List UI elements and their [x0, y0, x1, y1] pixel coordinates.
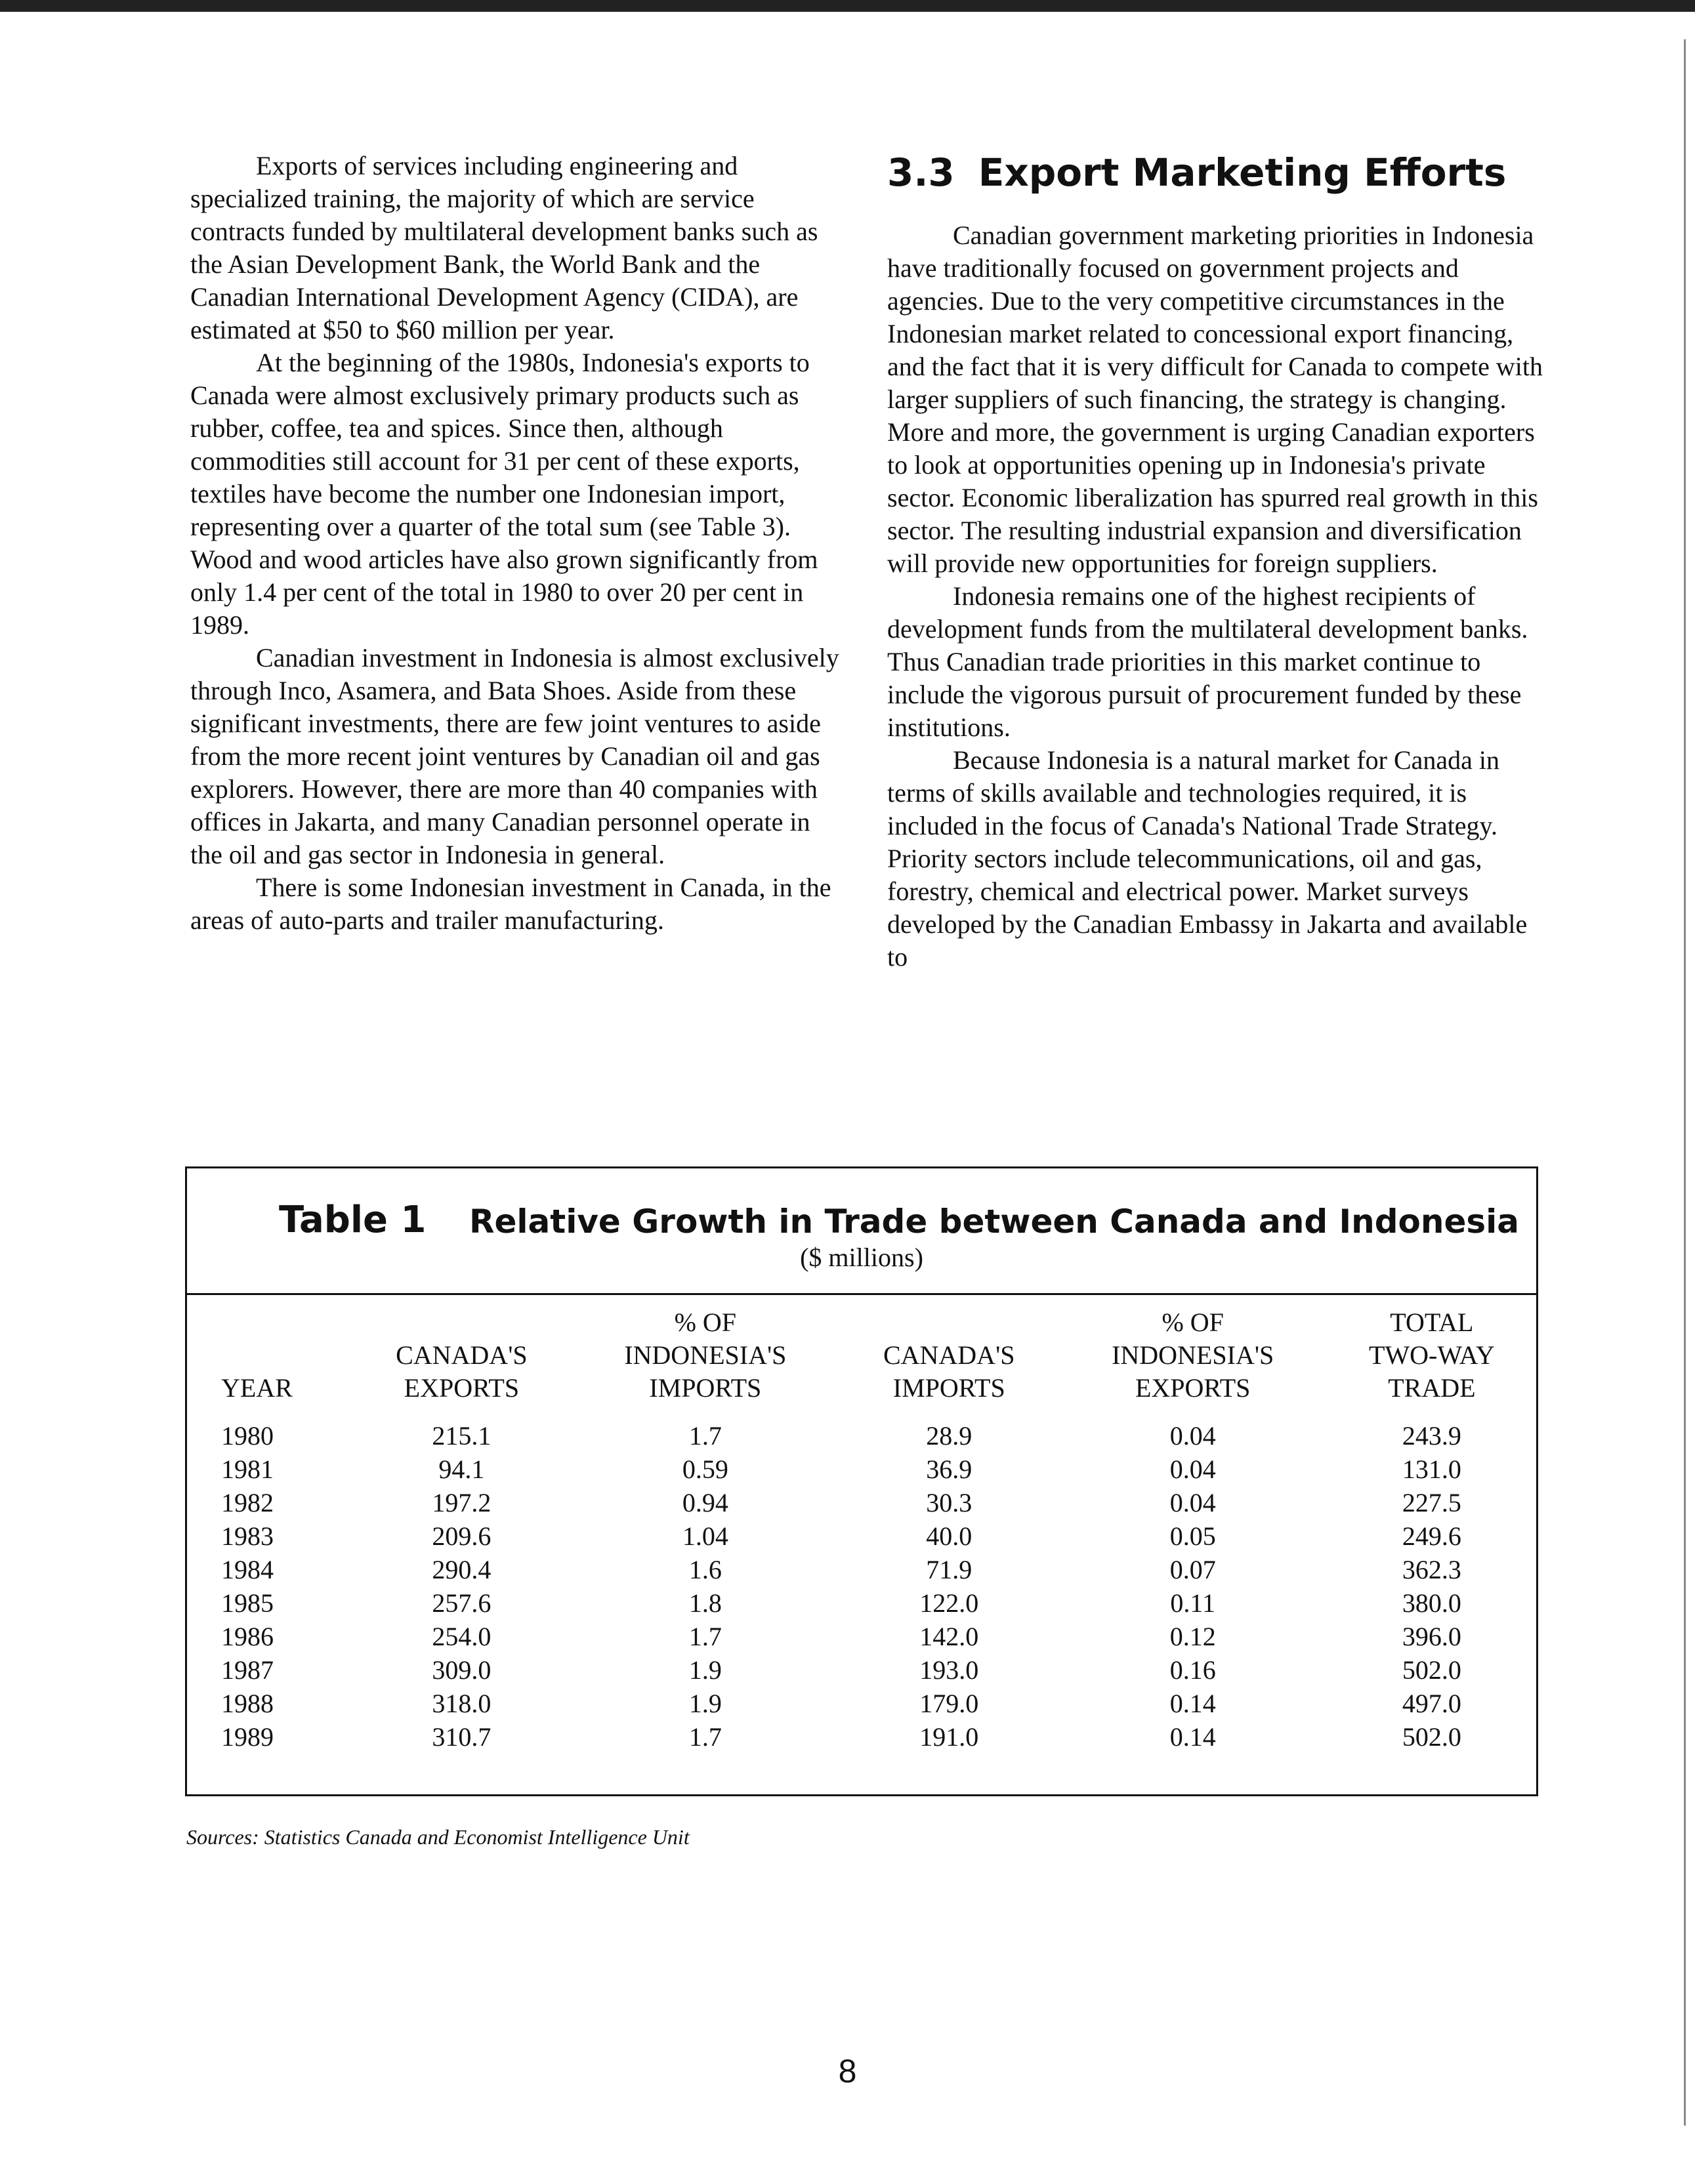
- table-row: [187, 1620, 1536, 1653]
- column-header: [352, 1306, 571, 1419]
- column-header: [187, 1306, 352, 1419]
- column-header-line: CANADA'S: [883, 1340, 1015, 1370]
- table-cell: 191.0: [919, 1722, 979, 1752]
- table-row: [187, 1519, 1536, 1553]
- table-label: Table 1: [279, 1199, 427, 1241]
- column-header-line: TOTAL: [1390, 1308, 1474, 1337]
- table-cell: 1.04: [682, 1521, 728, 1551]
- table-cell: 1.9: [688, 1689, 722, 1718]
- paragraph: Because Indonesia is a natural market for Canada in terms of skills available and technologies required, it is included in the focus of Canada's National Trade Strategy. Priority sectors include telecommunications, oil and gas, forestry, chemical and electrical power. Market surveys developed by the Canadian Embassy in Jakarta and available to: [887, 745, 1528, 972]
- table-cell: 1.7: [688, 1421, 722, 1451]
- table-cell: 257.6: [432, 1588, 492, 1618]
- table-cell: 209.6: [432, 1521, 492, 1551]
- column-header-line: % OF: [1161, 1308, 1224, 1337]
- table-cell: 1.8: [688, 1588, 722, 1618]
- year-cell: 1982: [221, 1488, 274, 1517]
- paragraph: Canadian investment in Indonesia is almost exclusively through Inco, Asamera, and Bata Shoes. Aside from these significant investments, there are few joint ventures to aside from the more recent joint ventures by Canadian oil and gas explorers. However, there are more than 40 companies with offices in Jakarta, and many Canadian personnel operate in the oil and gas sector in Indonesia in general.: [190, 643, 839, 869]
- table-row: [187, 1453, 1536, 1486]
- column-header-line: INDONESIA'S: [624, 1340, 787, 1370]
- table-title: Relative Growth in Trade between Canada and Indonesia: [469, 1203, 1519, 1241]
- table-cell: 193.0: [919, 1655, 979, 1685]
- table-cell: 0.04: [1169, 1421, 1216, 1451]
- table-cell: 142.0: [919, 1622, 979, 1651]
- sources-note: Sources: Statistics Canada and Economist Intelligence Unit: [186, 1825, 690, 1849]
- paragraph: Indonesia remains one of the highest recipients of development funds from the multilateral development banks. Thus Canadian trade priorities in this market continue to include the vigorous pursuit of procurement funded by these institutions.: [887, 581, 1528, 742]
- table-row: [187, 1553, 1536, 1586]
- table-cell: 215.1: [432, 1421, 492, 1451]
- table-row: [187, 1586, 1536, 1620]
- table-cell: 122.0: [919, 1588, 979, 1618]
- table-cell: 0.14: [1169, 1689, 1216, 1718]
- column-header-line: % OF: [674, 1308, 737, 1337]
- table-cell: 0.14: [1169, 1722, 1216, 1752]
- table-cell: 0.05: [1169, 1521, 1216, 1551]
- right-column: [887, 150, 1543, 974]
- column-header-line: CANADA'S: [396, 1340, 528, 1370]
- column-header-line: IMPORTS: [649, 1373, 762, 1403]
- year-cell: 1987: [221, 1655, 274, 1685]
- table-cell: 1.7: [688, 1622, 722, 1651]
- year-cell: 1986: [221, 1622, 274, 1651]
- section-number: 3.3: [887, 150, 955, 195]
- paragraph: Canadian government marketing priorities in Indonesia have traditionally focused on government projects and agencies. Due to the very competitive circumstances in the Indonesian market related to concessional export financing, and the fact that it is very difficult for Canada to compete with larger suppliers of such financing, the strategy is changing. More and more, the government is urging Canadian exporters to look at opportunities opening up in Indonesia's private sector. Economic liberalization has spurred real growth in this sector. The resulting industrial expansion and diversification will provide new opportunities for foreign suppliers.: [887, 220, 1543, 578]
- column-header-line: [221, 1339, 352, 1372]
- column-header: [840, 1306, 1058, 1419]
- table-cell: 0.07: [1169, 1555, 1216, 1584]
- scan-right-edge: [1684, 39, 1686, 2126]
- table-cell: 227.5: [1402, 1488, 1461, 1517]
- table-cell: 1.7: [688, 1722, 722, 1752]
- year-cell: 1984: [221, 1555, 274, 1584]
- page-number: 8: [838, 2053, 857, 2090]
- section-heading: [887, 150, 1543, 196]
- table-cell: 310.7: [432, 1722, 492, 1752]
- table-row: [187, 1720, 1536, 1754]
- year-cell: 1989: [221, 1722, 274, 1752]
- table-cell: 362.3: [1402, 1555, 1461, 1584]
- paragraph: Exports of services including engineering and specialized training, the majority of which are service contracts funded by multilateral development banks such as the Asian Development Bank, the World Bank and the Canadian International Development Agency (CIDA), are estimated at $50 to $60 million per year.: [190, 151, 818, 344]
- table-row: [187, 1486, 1536, 1519]
- table-cell: 0.94: [682, 1488, 728, 1517]
- column-header-line: TRADE: [1388, 1373, 1476, 1403]
- table-cell: 30.3: [926, 1488, 973, 1517]
- table-cell: 318.0: [432, 1689, 492, 1718]
- table-cell: 40.0: [926, 1521, 973, 1551]
- table-cell: 309.0: [432, 1655, 492, 1685]
- table-cell: 396.0: [1402, 1622, 1461, 1651]
- table-cell: 36.9: [926, 1454, 973, 1484]
- table-cell: 197.2: [432, 1488, 492, 1517]
- year-cell: 1981: [221, 1454, 274, 1484]
- year-cell: 1983: [221, 1521, 274, 1551]
- table-cell: 1.6: [688, 1555, 722, 1584]
- table-cell: 502.0: [1402, 1722, 1461, 1752]
- table-cell: 0.04: [1169, 1488, 1216, 1517]
- section-title: Export Marketing Efforts: [978, 150, 1507, 195]
- table-cell: 497.0: [1402, 1689, 1461, 1718]
- year-cell: 1980: [221, 1421, 274, 1451]
- table-cell: 243.9: [1402, 1421, 1461, 1451]
- year-cell: 1988: [221, 1689, 274, 1718]
- column-header: [571, 1306, 840, 1419]
- table-cell: 94.1: [438, 1454, 485, 1484]
- scan-top-edge: [0, 0, 1695, 12]
- table-cell: 0.59: [682, 1454, 728, 1484]
- table-cell: 502.0: [1402, 1655, 1461, 1685]
- column-header: [1328, 1306, 1536, 1419]
- column-header-line: [840, 1306, 1058, 1339]
- left-column: [190, 150, 847, 937]
- column-header-line: EXPORTS: [404, 1373, 520, 1403]
- year-cell: 1985: [221, 1588, 274, 1618]
- table-cell: 380.0: [1402, 1588, 1461, 1618]
- table-cell: 131.0: [1402, 1454, 1461, 1484]
- column-header-line: [221, 1306, 352, 1339]
- table-header-row: [187, 1306, 1536, 1419]
- column-header-line: EXPORTS: [1135, 1373, 1251, 1403]
- table-cell: 1.9: [688, 1655, 722, 1685]
- table-cell: 179.0: [919, 1689, 979, 1718]
- column-header-line: YEAR: [221, 1373, 293, 1403]
- table-cell: 0.12: [1169, 1622, 1216, 1651]
- column-header-line: TWO-WAY: [1368, 1340, 1495, 1370]
- column-header-line: IMPORTS: [892, 1373, 1005, 1403]
- table-cell: 249.6: [1402, 1521, 1461, 1551]
- column-header-line: [352, 1306, 571, 1339]
- table-header: [187, 1168, 1536, 1295]
- table-row: [187, 1653, 1536, 1687]
- paragraph: At the beginning of the 1980s, Indonesia's exports to Canada were almost exclusively primary products such as rubber, coffee, tea and spices. Since then, although commodities still account for 31 per cent of these exports, textiles have become the number one Indonesian import, representing over a quarter of the total sum (see Table 3). Wood and wood articles have also grown significantly from only 1.4 per cent of the total in 1980 to over 20 per cent in 1989.: [190, 348, 818, 640]
- trade-table: [185, 1166, 1538, 1796]
- table-cell: 290.4: [432, 1555, 492, 1584]
- table-cell: 0.16: [1169, 1655, 1216, 1685]
- table-cell: 0.11: [1170, 1588, 1215, 1618]
- data-table: [187, 1306, 1536, 1754]
- table-cell: 254.0: [432, 1622, 492, 1651]
- table-cell: 0.04: [1169, 1454, 1216, 1484]
- column-header: [1058, 1306, 1328, 1419]
- column-header-line: INDONESIA'S: [1112, 1340, 1274, 1370]
- table-row: [187, 1419, 1536, 1453]
- table-cell: 71.9: [926, 1555, 973, 1584]
- table-unit: ($ millions): [800, 1243, 923, 1272]
- table-row: [187, 1687, 1536, 1720]
- table-cell: 28.9: [926, 1421, 973, 1451]
- paragraph: There is some Indonesian investment in Canada, in the areas of auto-parts and trailer manufacturing.: [190, 873, 831, 935]
